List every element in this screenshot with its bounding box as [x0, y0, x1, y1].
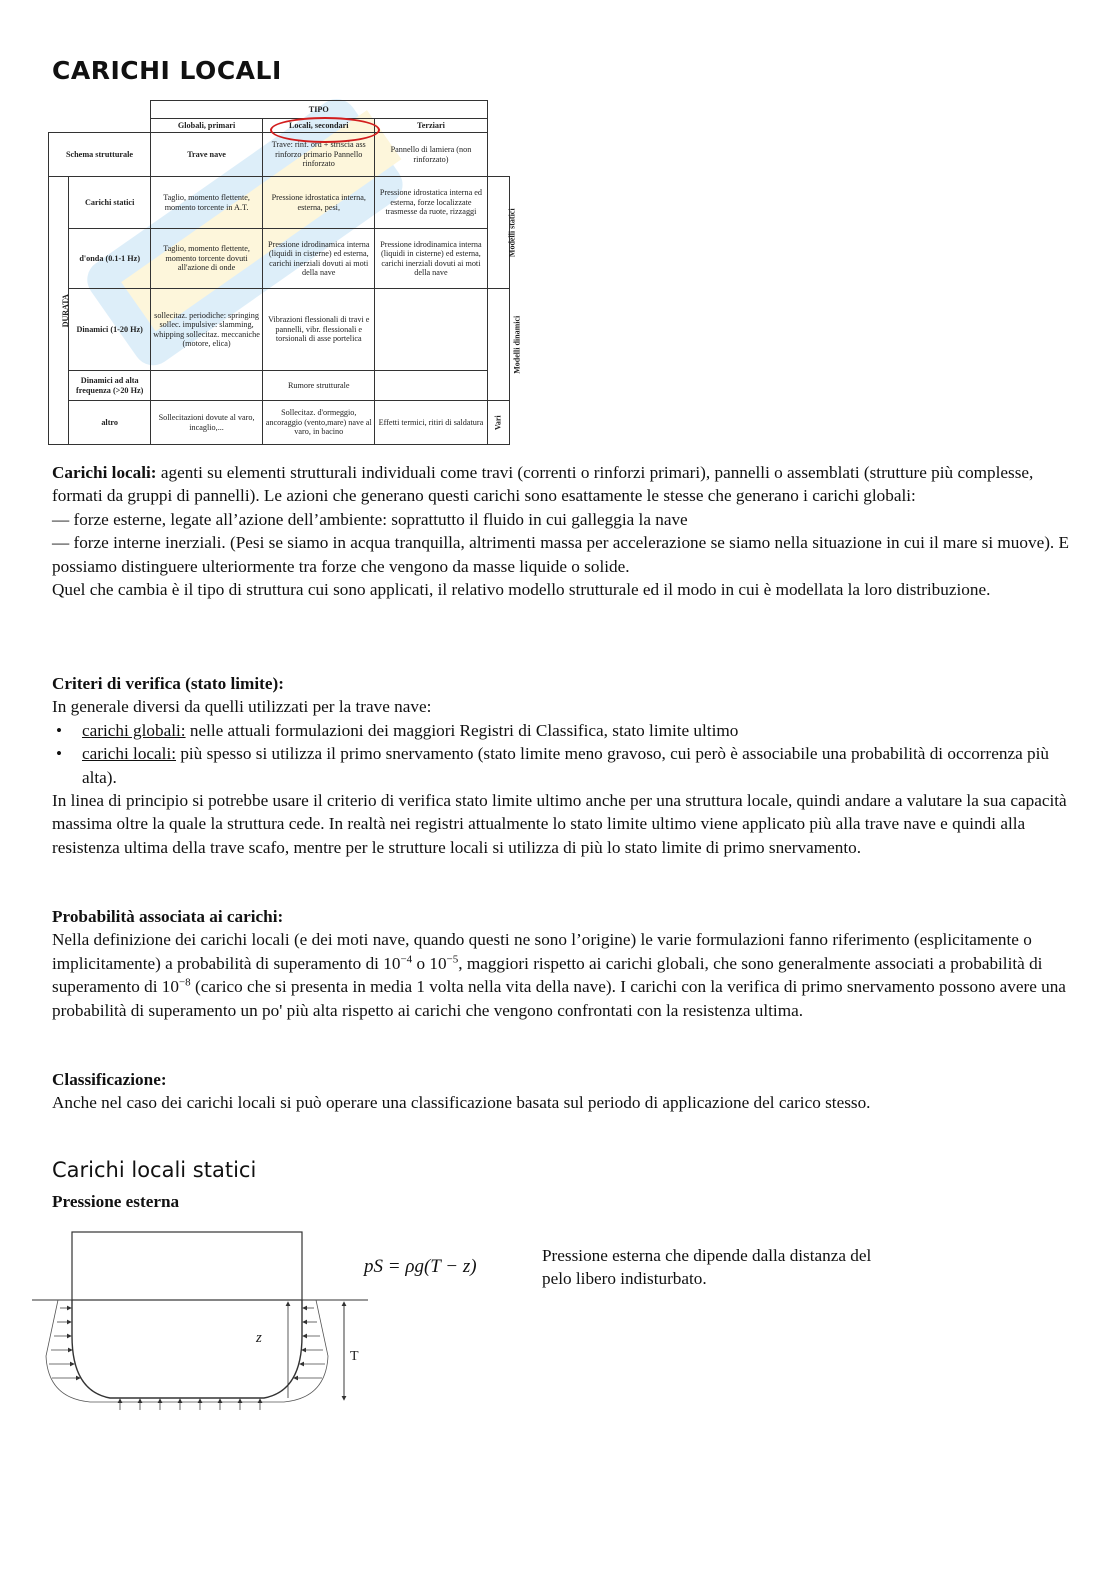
figure-description: Pressione esterna che dipende dalla distanza del pelo libero indisturbato. — [542, 1246, 872, 1289]
probabilita-heading: Probabilità associata ai carichi: — [52, 907, 284, 926]
cell-locali: Sollecitaz. d'ormeggio, ancoraggio (vento,mare) nave al varo, in bacino — [263, 401, 375, 445]
intro-conclusion: Quel che cambia è il tipo di struttura cui sono applicati, il relativo modello strutturale ed il modo in cui è modellata la loro distribuzione. — [52, 580, 991, 600]
cell-globali — [150, 371, 262, 401]
cell-terziari: Pressione idrostatica interna ed esterna, forze localizzate trasmesse da ruote, rizzaggi — [375, 177, 487, 229]
cell-terziari: Effetti termici, ritiri di saldatura — [375, 401, 487, 445]
side-modelli-dinamici: Modelli dinamici — [511, 315, 521, 374]
criteri-intro: In generale diversi da quelli utilizzati per la trave nave: — [52, 697, 432, 717]
cell-locali: Pressione idrodinamica interna (liquidi in cisterne) ed esterna, carichi inerziali dovuti ai moti della nave — [263, 229, 375, 289]
row-label: d'onda (0.1-1 Hz) — [69, 229, 151, 289]
schema-label: Schema strutturale — [49, 133, 151, 177]
label-T: T — [350, 1349, 359, 1364]
load-classification-table — [48, 100, 521, 452]
cell-terziari — [375, 371, 487, 401]
intro-list-item: — forze esterne, legate all’azione dell’ambiente: soprattutto il fluido in cui galleggia la nave — [52, 509, 688, 529]
criteri-text: In linea di principio si potrebbe usare il criterio di verifica stato limite ultimo anche per una struttura locale, quindi andare a valutare la sua capacità massima oltre la quale la struttura cede. In realtà nei registri attualmente lo stato limite ultimo viene applicato più alla trave nave e quindi alla resistenza ultima della trave scafo, mentre per le strutture locali si utilizza di più lo stato limite di primo snervamento. — [52, 791, 1067, 857]
tipo-header: TIPO — [150, 101, 487, 119]
page-title: CARICHI LOCALI — [52, 56, 282, 85]
classificazione-text: Anche nel caso dei carichi locali si può operare una classificazione basata sul periodo di applicazione del carico stesso. — [52, 1093, 871, 1113]
bullet-item — [52, 719, 1072, 742]
durata-label: DURATA — [60, 293, 70, 328]
pressure-formula: pS = ρg(T − z) — [364, 1256, 477, 1277]
cell-locali: Pressione idrostatica interna, esterna, pesi, — [263, 177, 375, 229]
classificazione-heading: Classificazione: — [52, 1070, 167, 1089]
bullet-term: carichi locali: — [82, 744, 177, 764]
bullet-icon: • — [56, 720, 63, 740]
side-vari: Vari — [493, 415, 503, 430]
subsection-heading: Pressione esterna — [52, 1192, 180, 1211]
hull-pressure-figure — [30, 1226, 370, 1411]
classificazione-section — [52, 1068, 1072, 1115]
cell-locali: Vibrazioni flessionali di travi e pannelli, vibr. flessionali e torsionali di asse portelica — [263, 289, 375, 371]
criteri-section — [52, 672, 1072, 859]
bullet-term: carichi globali: — [82, 720, 186, 740]
cell-locali: Rumore strutturale — [263, 371, 375, 401]
row-label: Dinamici ad alta frequenza (>20 Hz) — [69, 371, 151, 401]
schema-locali: Trave: rinf. ord + striscia ass rinforzo primario Pannello rinforzato — [263, 133, 375, 177]
schema-globali: Trave nave — [150, 133, 262, 177]
highlight-oval — [270, 117, 380, 143]
row-label: altro — [69, 401, 151, 445]
criteri-heading: Criteri di verifica (stato limite): — [52, 674, 284, 693]
bullet-item — [52, 742, 1072, 789]
col-locali: Locali, secondari — [263, 119, 375, 133]
intro-lead: Carichi locali: — [52, 463, 157, 482]
cell-terziari — [375, 289, 487, 371]
probabilita-section — [52, 905, 1072, 1022]
bullet-icon: • — [56, 744, 63, 764]
bullet-text: nelle attuali formulazioni dei maggiori Registri di Classifica, stato limite ultimo — [185, 720, 739, 740]
bullet-text: più spesso si utilizza il primo snervamento (stato limite meno gravoso, cui però è associabile una probabilità di occorrenza più alta). — [82, 744, 1049, 787]
col-terziari: Terziari — [375, 119, 487, 133]
intro-list-item: — forze interne inerziali. (Pesi se siamo in acqua tranquilla, altrimenti massa per accelerazione se siamo nella situazione in cui il mare si muove). E possiamo distinguere ulteriormente tra forze che vengono da masse liquide o solide. — [52, 533, 1070, 576]
label-z: z — [256, 1330, 262, 1346]
probabilita-text: Nella definizione dei carichi locali (e dei moti nave, quando questi ne sono l’origine) le varie formulazioni fanno riferimento (esplicitamente o implicitamente) a probabilità di superamento di $10^{-4}$ o $10^{-5}$, maggiori rispetto ai carichi globali, che sono generalmente associati a probabilità di superamento di $10^{-8}$ (carico che si presenta in media 1 volta nella vita della nave). I carichi con la verifica di primo snervamento possono avere una probabilità di superamento un po' più alta rispetto ai carichi che vengono confrontati con la resistenza ultima. — [52, 930, 1066, 1020]
cell-globali: Taglio, momento flettente, momento torcente dovuti all'azione di onde — [150, 229, 262, 289]
section-heading: Carichi locali statici — [52, 1158, 257, 1182]
side-modelli-statici: Modelli statici — [507, 208, 517, 257]
cell-globali: sollecitaz. periodiche: springing sollec. impulsive: slamming, whipping sollecitaz. meccaniche (motore, elica) — [150, 289, 262, 371]
intro-text: agenti su elementi strutturali individuali come travi (correnti o rinforzi primari), pannelli o assemblati (strutture più complesse, formati da gruppi di pannelli). Le azioni che generano questi carichi sono esattamente le stesse che generano i carichi globali: — [52, 463, 1034, 506]
cell-globali: Taglio, momento flettente, momento torcente in A.T. — [150, 177, 262, 229]
intro-section — [52, 461, 1072, 601]
cell-terziari: Pressione idrodinamica interna (liquidi in cisterne) ed esterna, carichi inerziali dovuti ai moti della nave — [375, 229, 487, 289]
cell-globali: Sollecitazioni dovute al varo, incaglio,... — [150, 401, 262, 445]
row-label: Dinamici (1-20 Hz) — [69, 289, 151, 371]
col-globali: Globali, primari — [150, 119, 262, 133]
schema-terziari: Pannello di lamiera (non rinforzato) — [375, 133, 487, 177]
row-label: Carichi statici — [69, 177, 151, 229]
